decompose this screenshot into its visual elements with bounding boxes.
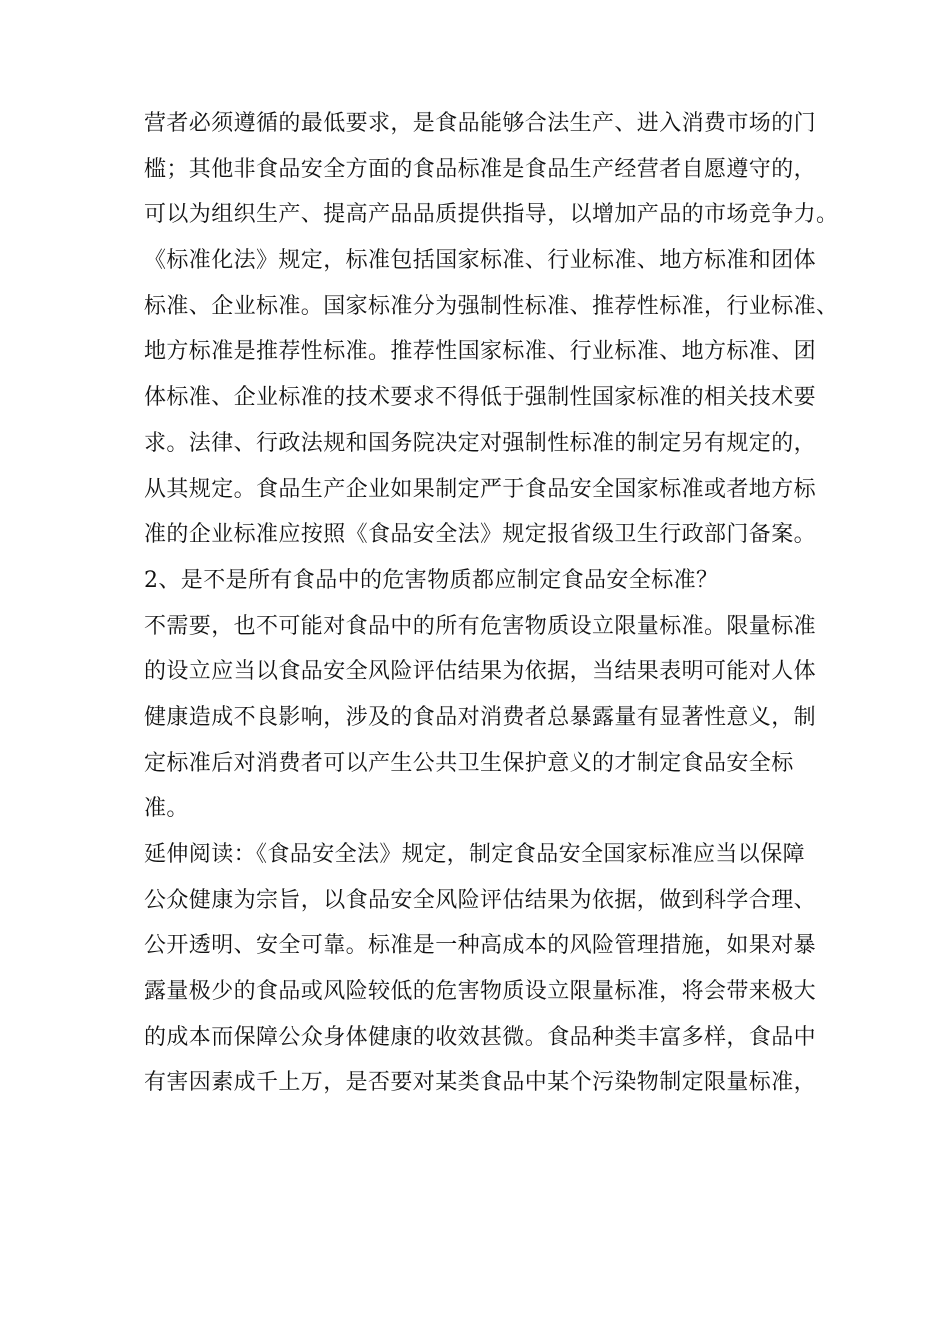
text-line: 求。法律、行政法规和国务院决定对强制性标准的制定另有规定的， <box>144 430 817 456</box>
text-line: 公众健康为宗旨，以食品安全风险评估结果为依据，做到科学合理、 <box>144 887 817 913</box>
text-line: 可以为组织生产、提高产品品质提供指导，以增加产品的市场竞争力。 <box>144 202 839 228</box>
text-line: 标准、企业标准。国家标准分为强制性标准、推荐性标准，行业标准、 <box>144 293 839 319</box>
text-line: 地方标准是推荐性标准。推荐性国家标准、行业标准、地方标准、团 <box>144 339 817 365</box>
text-line: 的设立应当以食品安全风险评估结果为依据，当结果表明可能对人体 <box>144 659 817 685</box>
text-line: 不需要，也不可能对食品中的所有危害物质设立限量标准。限量标准 <box>144 613 817 639</box>
text-line: 准。 <box>144 796 189 822</box>
text-line: 体标准、企业标准的技术要求不得低于强制性国家标准的相关技术要 <box>144 385 817 411</box>
text-line: 公开透明、安全可靠。标准是一种高成本的风险管理措施，如果对暴 <box>144 933 817 959</box>
text-line: 的成本而保障公众身体健康的收效甚微。食品种类丰富多样，食品中 <box>144 1024 817 1050</box>
body-text <box>144 106 839 1111</box>
text-line: 营者必须遵循的最低要求，是食品能够合法生产、进入消费市场的门 <box>144 111 817 136</box>
text-line: 槛；其他非食品安全方面的食品标准是食品生产经营者自愿遵守的， <box>144 156 817 182</box>
text-line: 健康造成不良影响，涉及的食品对消费者总暴露量有显著性意义，制 <box>144 704 817 730</box>
text-line: 延伸阅读：《食品安全法》规定，制定食品安全国家标准应当以保障 <box>144 842 806 867</box>
text-line: 准的企业标准应按照《食品安全法》规定报省级卫生行政部门备案。 <box>144 522 817 548</box>
question-heading: 2、是不是所有食品中的危害物质都应制定食品安全标准？ <box>144 567 719 593</box>
text-line: 从其规定。食品生产企业如果制定严于食品安全国家标准或者地方标 <box>144 476 817 502</box>
text-line: 有害因素成千上万，是否要对某类食品中某个污染物制定限量标准， <box>144 1070 817 1096</box>
text-line: 露量极少的食品或风险较低的危害物质设立限量标准，将会带来极大 <box>144 979 817 1005</box>
text-line: 《标准化法》规定，标准包括国家标准、行业标准、地方标准和团体 <box>144 248 817 274</box>
text-line: 定标准后对消费者可以产生公共卫生保护意义的才制定食品安全标 <box>144 750 794 776</box>
